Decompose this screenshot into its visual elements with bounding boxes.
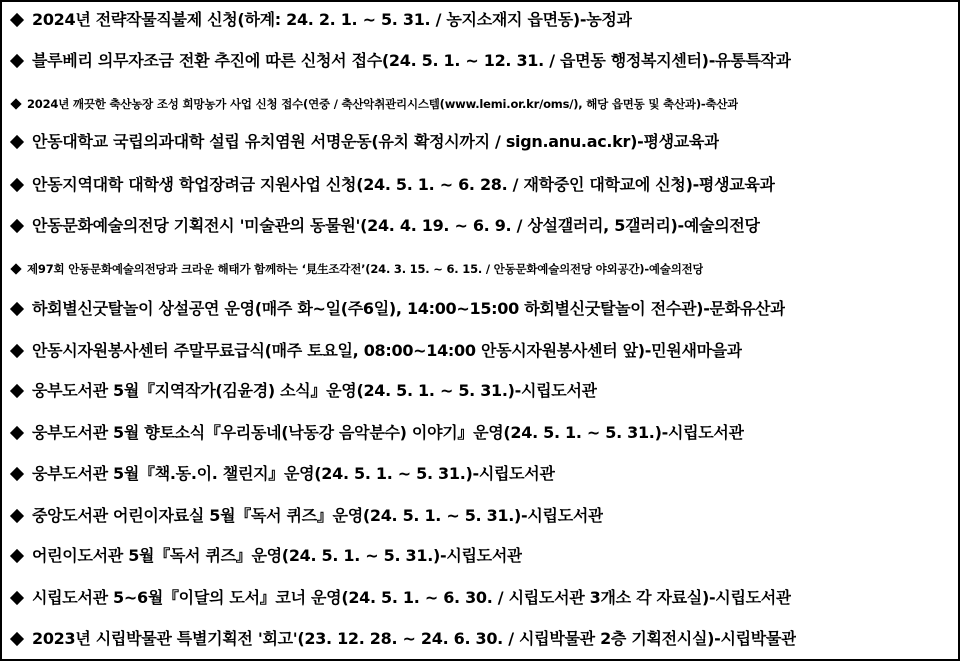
notice-item <box>10 175 954 195</box>
notice-text: 웅부도서관 5월『책.동.이. 챌린지』운영(24. 5. 1. ~ 5. 31.)-시립도서관 <box>32 464 555 483</box>
black-diamond-icon <box>10 219 24 233</box>
notice-text: 2024년 깨끗한 축산농장 조성 희망농가 사업 신청 접수(연중 / 축산악취관리시스템(www.lemi.or.kr/oms/), 해당 읍면동 및 축산과)-축산과 <box>27 97 739 111</box>
notice-text: 중앙도서관 어린이자료실 5월『독서 퀴즈』운영(24. 5. 1. ~ 5. 31.)-시립도서관 <box>32 506 604 525</box>
notice-item <box>10 423 954 443</box>
notice-item <box>10 588 954 608</box>
notice-item <box>10 629 954 649</box>
notice-text: 시립도서관 5~6월『이달의 도서』코너 운영(24. 5. 1. ~ 6. 30. / 시립도서관 3개소 각 자료실)-시립도서관 <box>32 588 792 607</box>
notice-item <box>10 464 954 484</box>
notice-item <box>10 132 954 152</box>
black-diamond-icon <box>10 99 21 110</box>
black-diamond-icon <box>10 54 24 68</box>
notice-text: 2024년 전략작물직불제 신청(하계: 24. 2. 1. ~ 5. 31. / 농지소재지 읍면동)-농정과 <box>32 10 632 29</box>
notice-text: 하회별신굿탈놀이 상설공연 운영(매주 화~일(주6일), 14:00~15:00 하회별신굿탈놀이 전수관)-문화유산과 <box>32 299 786 318</box>
black-diamond-icon <box>10 135 24 149</box>
black-diamond-icon <box>10 426 24 440</box>
black-diamond-icon <box>10 467 24 481</box>
black-diamond-icon <box>10 264 21 275</box>
notice-item <box>10 259 954 279</box>
notice-text: 웅부도서관 5월 향토소식『우리동네(낙동강 음악분수) 이야기』운영(24. 5. 1. ~ 5. 31.)-시립도서관 <box>32 423 744 442</box>
black-diamond-icon <box>10 591 24 605</box>
black-diamond-icon <box>10 13 24 27</box>
notice-item <box>10 94 954 114</box>
black-diamond-icon <box>10 178 24 192</box>
black-diamond-icon <box>10 632 24 646</box>
notice-text: 안동지역대학 대학생 학업장려금 지원사업 신청(24. 5. 1. ~ 6. 28. / 재학중인 대학교에 신청)-평생교육과 <box>32 175 775 194</box>
black-diamond-icon <box>10 344 24 358</box>
notice-item <box>10 10 954 30</box>
notice-item <box>10 506 954 526</box>
notice-item <box>10 51 954 71</box>
notice-text: 안동문화예술의전당 기획전시 '미술관의 동물원'(24. 4. 19. ~ 6. 9. / 상설갤러리, 5갤러리)-예술의전당 <box>32 216 760 235</box>
notice-text: 안동대학교 국립의과대학 설립 유치염원 서명운동(유치 확정시까지 / sign.anu.ac.kr)-평생교육과 <box>32 132 720 151</box>
black-diamond-icon <box>10 384 24 398</box>
black-diamond-icon <box>10 549 24 563</box>
notice-text: 어린이도서관 5월『독서 퀴즈』운영(24. 5. 1. ~ 5. 31.)-시립도서관 <box>32 546 523 565</box>
notice-item <box>10 216 954 236</box>
notice-item <box>10 299 954 319</box>
notice-text: 안동시자원봉사센터 주말무료급식(매주 토요일, 08:00~14:00 안동시자원봉사센터 앞)-민원새마을과 <box>32 341 743 360</box>
notice-item <box>10 341 954 361</box>
notice-item <box>10 381 954 401</box>
notice-text: 2023년 시립박물관 특별기획전 '회고'(23. 12. 28. ~ 24. 6. 30. / 시립박물관 2층 기획전시실)-시립박물관 <box>32 629 797 648</box>
notice-text: 웅부도서관 5월『지역작가(김윤경) 소식』운영(24. 5. 1. ~ 5. 31.)-시립도서관 <box>32 381 597 400</box>
black-diamond-icon <box>10 509 24 523</box>
notice-item <box>10 546 954 566</box>
black-diamond-icon <box>10 302 24 316</box>
notice-text: 블루베리 의무자조금 전환 추진에 따른 신청서 접수(24. 5. 1. ~ 12. 31. / 읍면동 행정복지센터)-유통특작과 <box>32 51 791 70</box>
notice-text: 제97회 안동문화예술의전당과 크라운 해태가 함께하는 ‘見生조각전’(24. 3. 15. ~ 6. 15. / 안동문화예술의전당 야외공간)-예술의전당 <box>27 262 704 276</box>
